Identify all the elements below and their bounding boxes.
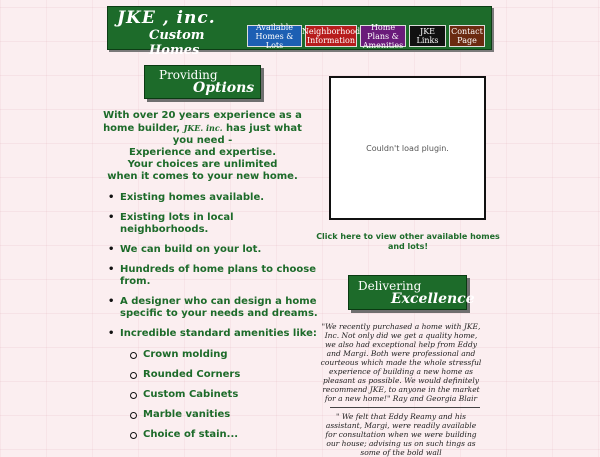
list-item: • A designer who can design a home specific to your needs and dreams. xyxy=(108,296,318,320)
intro-line4: Your choices are unlimited xyxy=(127,159,278,170)
intro-line3: Experience and expertise. xyxy=(128,147,277,158)
list-item: Custom Cabinets xyxy=(130,389,280,401)
list-item: Choice of stain... xyxy=(130,429,280,441)
plugin-error-message: Couldn't load plugin. xyxy=(366,143,449,153)
nav-available-homes-lots[interactable]: Available Homes & Lots xyxy=(247,25,302,47)
intro-line5: when it comes to your new home. xyxy=(107,171,298,182)
amenities-list xyxy=(130,349,280,449)
delivering-excellence-header xyxy=(348,275,475,310)
list-item: • Incredible standard amenities like: xyxy=(108,328,318,340)
nav-jke-links[interactable]: JKE Links xyxy=(409,25,446,47)
testimonial-reamy: " We felt that Eddy Reamy and his assistant, Margi, were readily available for consultation when we were building our house; advising us on such tings as some of the bold wall xyxy=(325,412,477,457)
delivering-header-line1: Delivering xyxy=(358,279,422,293)
nav-home-plans-amenities[interactable]: Home Plans & Amenities xyxy=(360,25,406,47)
logo-tagline: Custom Homes xyxy=(149,28,205,58)
list-item: • We can build on your lot. xyxy=(108,244,318,256)
intro-text xyxy=(100,110,305,183)
providing-header-line1: Providing xyxy=(159,68,218,82)
testimonial-divider xyxy=(330,407,480,408)
list-item: • Existing lots in local neighborhoods. xyxy=(108,212,318,236)
intro-part1: With over 20 years experience as a home builder, xyxy=(103,110,302,134)
list-item: Marble vanities xyxy=(130,409,280,421)
nav-neighborhood-information[interactable]: Neighborhood Information xyxy=(301,27,361,45)
list-item: • Existing homes available. xyxy=(108,192,318,204)
providing-header-line2: Options xyxy=(193,80,255,96)
list-item: Crown molding xyxy=(130,349,280,361)
testimonial-blair: "We recently purchased a home with JKE, Inc. Not only did we get a quality home, we also had exceptional help from Eddy and Margi. Both were professional and courteous which made the whole stressful experience of building a new home as pleasant as possible. We would definitely recommend JKE, to anyone in the market for a new home!" Ray and Georgia Blair xyxy=(320,322,482,403)
list-item: Rounded Corners xyxy=(130,369,280,381)
company-logo[interactable] xyxy=(113,8,243,58)
options-list xyxy=(108,192,318,348)
plugin-placeholder[interactable] xyxy=(329,76,486,220)
delivering-header-line2: Excellence xyxy=(391,291,475,307)
intro-jke-logo-text: JKE. inc. xyxy=(183,123,223,133)
list-item: • Hundreds of home plans to choose from. xyxy=(108,264,318,288)
providing-options-header xyxy=(144,65,261,99)
nav-contact-page[interactable]: Contact Page xyxy=(449,25,485,47)
view-available-homes-link[interactable]: Click here to view other available homes and lots! xyxy=(316,232,500,251)
logo-name: JKE , inc. xyxy=(117,8,216,28)
intro-part2: has just what you need - xyxy=(172,123,302,146)
